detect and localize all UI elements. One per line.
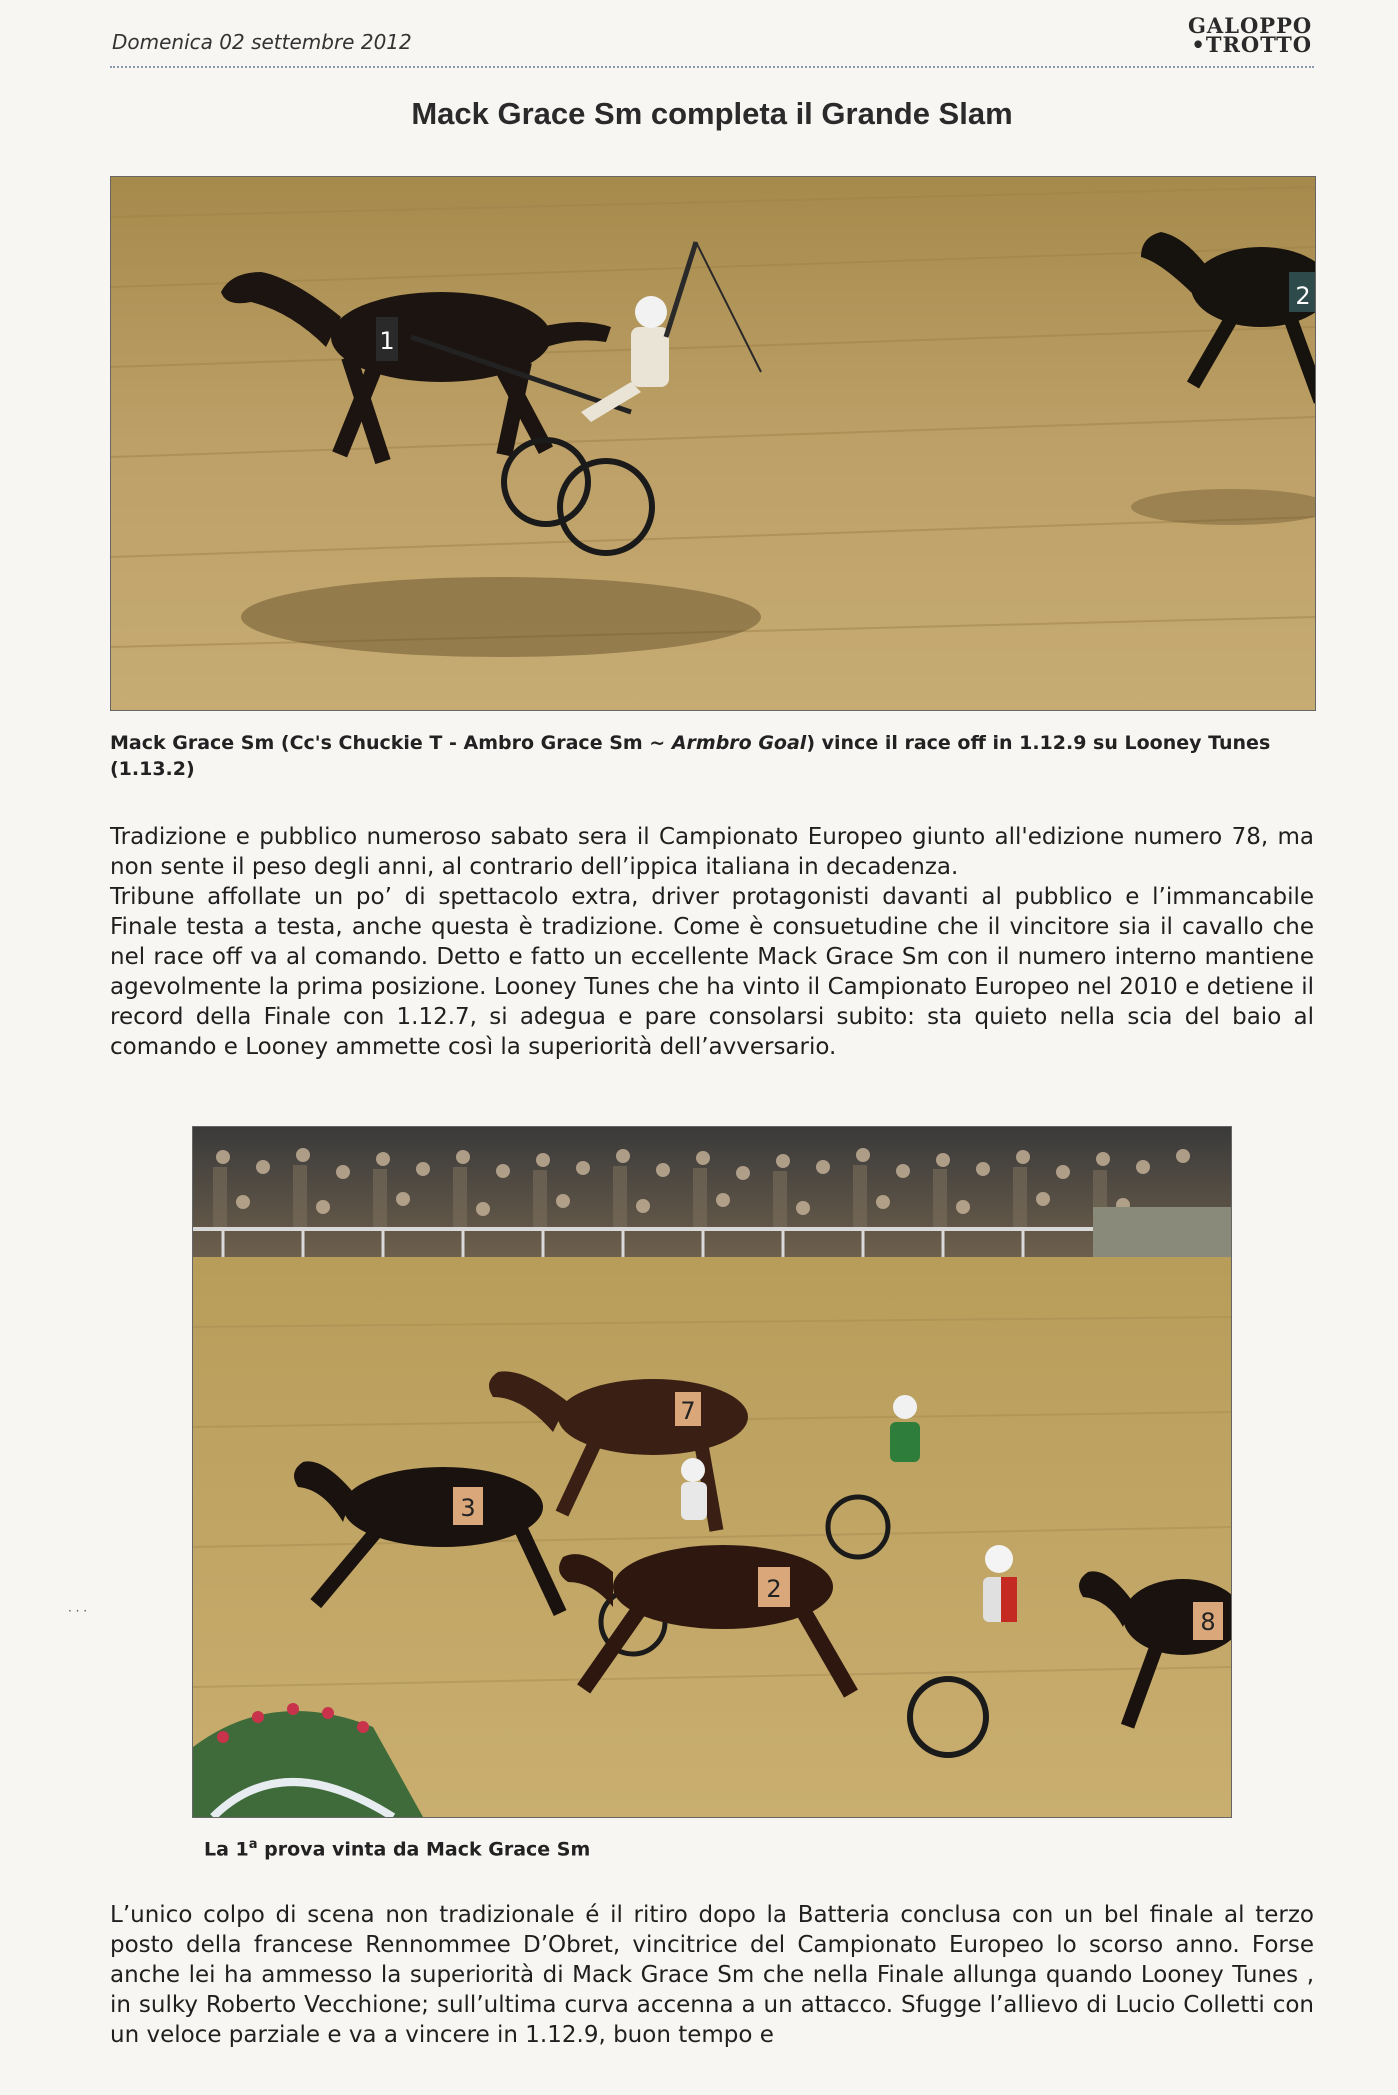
horse-number-2: 2 bbox=[766, 1575, 782, 1603]
race-heat-illustration bbox=[193, 1127, 1231, 1817]
winner-number: 1 bbox=[379, 327, 395, 355]
caption2-prefix: La 1 bbox=[204, 1838, 249, 1861]
logo-line-2: •TROTTO bbox=[1191, 32, 1312, 57]
caption1-italic: Armbro Goal bbox=[671, 732, 807, 754]
caption1-text-a: Mack Grace Sm (Cc's Chuckie T - Ambro Grace Sm ~ bbox=[110, 732, 672, 754]
race-heat-photo bbox=[192, 1126, 1232, 1818]
article-body-top bbox=[110, 822, 1314, 1062]
second-number: 2 bbox=[1295, 282, 1311, 310]
logo-line-1: GALOPPO bbox=[1188, 13, 1313, 38]
scan-artifact: · · · bbox=[68, 1604, 88, 1618]
paragraph-3: L’unico colpo di scena non tradizionale é il ritiro dopo la Batteria conclusa con un bel finale al terzo posto della francese Rennommee D’Obret, vincitrice del Campionato Europeo lo scorso anno. Forse anche lei ha ammesso la superiorità di Mack Grace Sm che nella Finale allunga quando Looney Tunes , in sulky Roberto Vecchione; sull’ultima curva accenna a un attacco. Sfugge l’allievo di Lucio Colletti con un veloce parziale e va a vincere in 1.12.9, buon tempo e bbox=[110, 1902, 1314, 2048]
race-finish-photo bbox=[110, 176, 1316, 711]
photo1-caption bbox=[110, 730, 1314, 782]
paragraph-1: Tradizione e pubblico numeroso sabato sera il Campionato Europeo giunto all'edizione numero 78, ma non sente il peso degli anni, al contrario dell’ippica italiana in decadenza. bbox=[110, 824, 1314, 880]
photo2-caption bbox=[204, 1832, 804, 1862]
caption1-text-b: ) vince il race off in 1.12.9 su Looney Tunes (1.13.2) bbox=[110, 732, 1271, 780]
horse-number-3: 3 bbox=[460, 1494, 476, 1522]
horse-number-7: 7 bbox=[680, 1397, 696, 1425]
race-finish-illustration bbox=[111, 177, 1315, 710]
header-divider bbox=[110, 66, 1314, 68]
header-date: Domenica 02 settembre 2012 bbox=[112, 30, 412, 54]
publication-logo bbox=[1188, 13, 1313, 57]
article-title: Mack Grace Sm completa il Grande Slam bbox=[411, 96, 1013, 131]
horse-number-8: 8 bbox=[1200, 1608, 1216, 1636]
caption2-suffix: prova vinta da Mack Grace Sm bbox=[257, 1838, 591, 1861]
paragraph-2: Tribune affollate un po’ di spettacolo extra, driver protagonisti davanti al pubblico e l’immancabile Finale testa a testa, anche questa è tradizione. Come è consuetudine che il vincitore sia il cavallo che nel race off va al comando. Detto e fatto un eccellente Mack Grace Sm con il numero interno mantiene agevolmente la prima posizione. Looney Tunes che ha vinto il Campionato Europeo nel 2010 e detiene il record della Finale con 1.12.7, si adegua e pare consolarsi subito: sta quieto nella scia del baio al comando e Looney ammette così la superiorità dell’avversario. bbox=[110, 884, 1314, 1060]
article-body-bottom bbox=[110, 1900, 1314, 2050]
caption2-superscript: a bbox=[248, 1837, 258, 1852]
